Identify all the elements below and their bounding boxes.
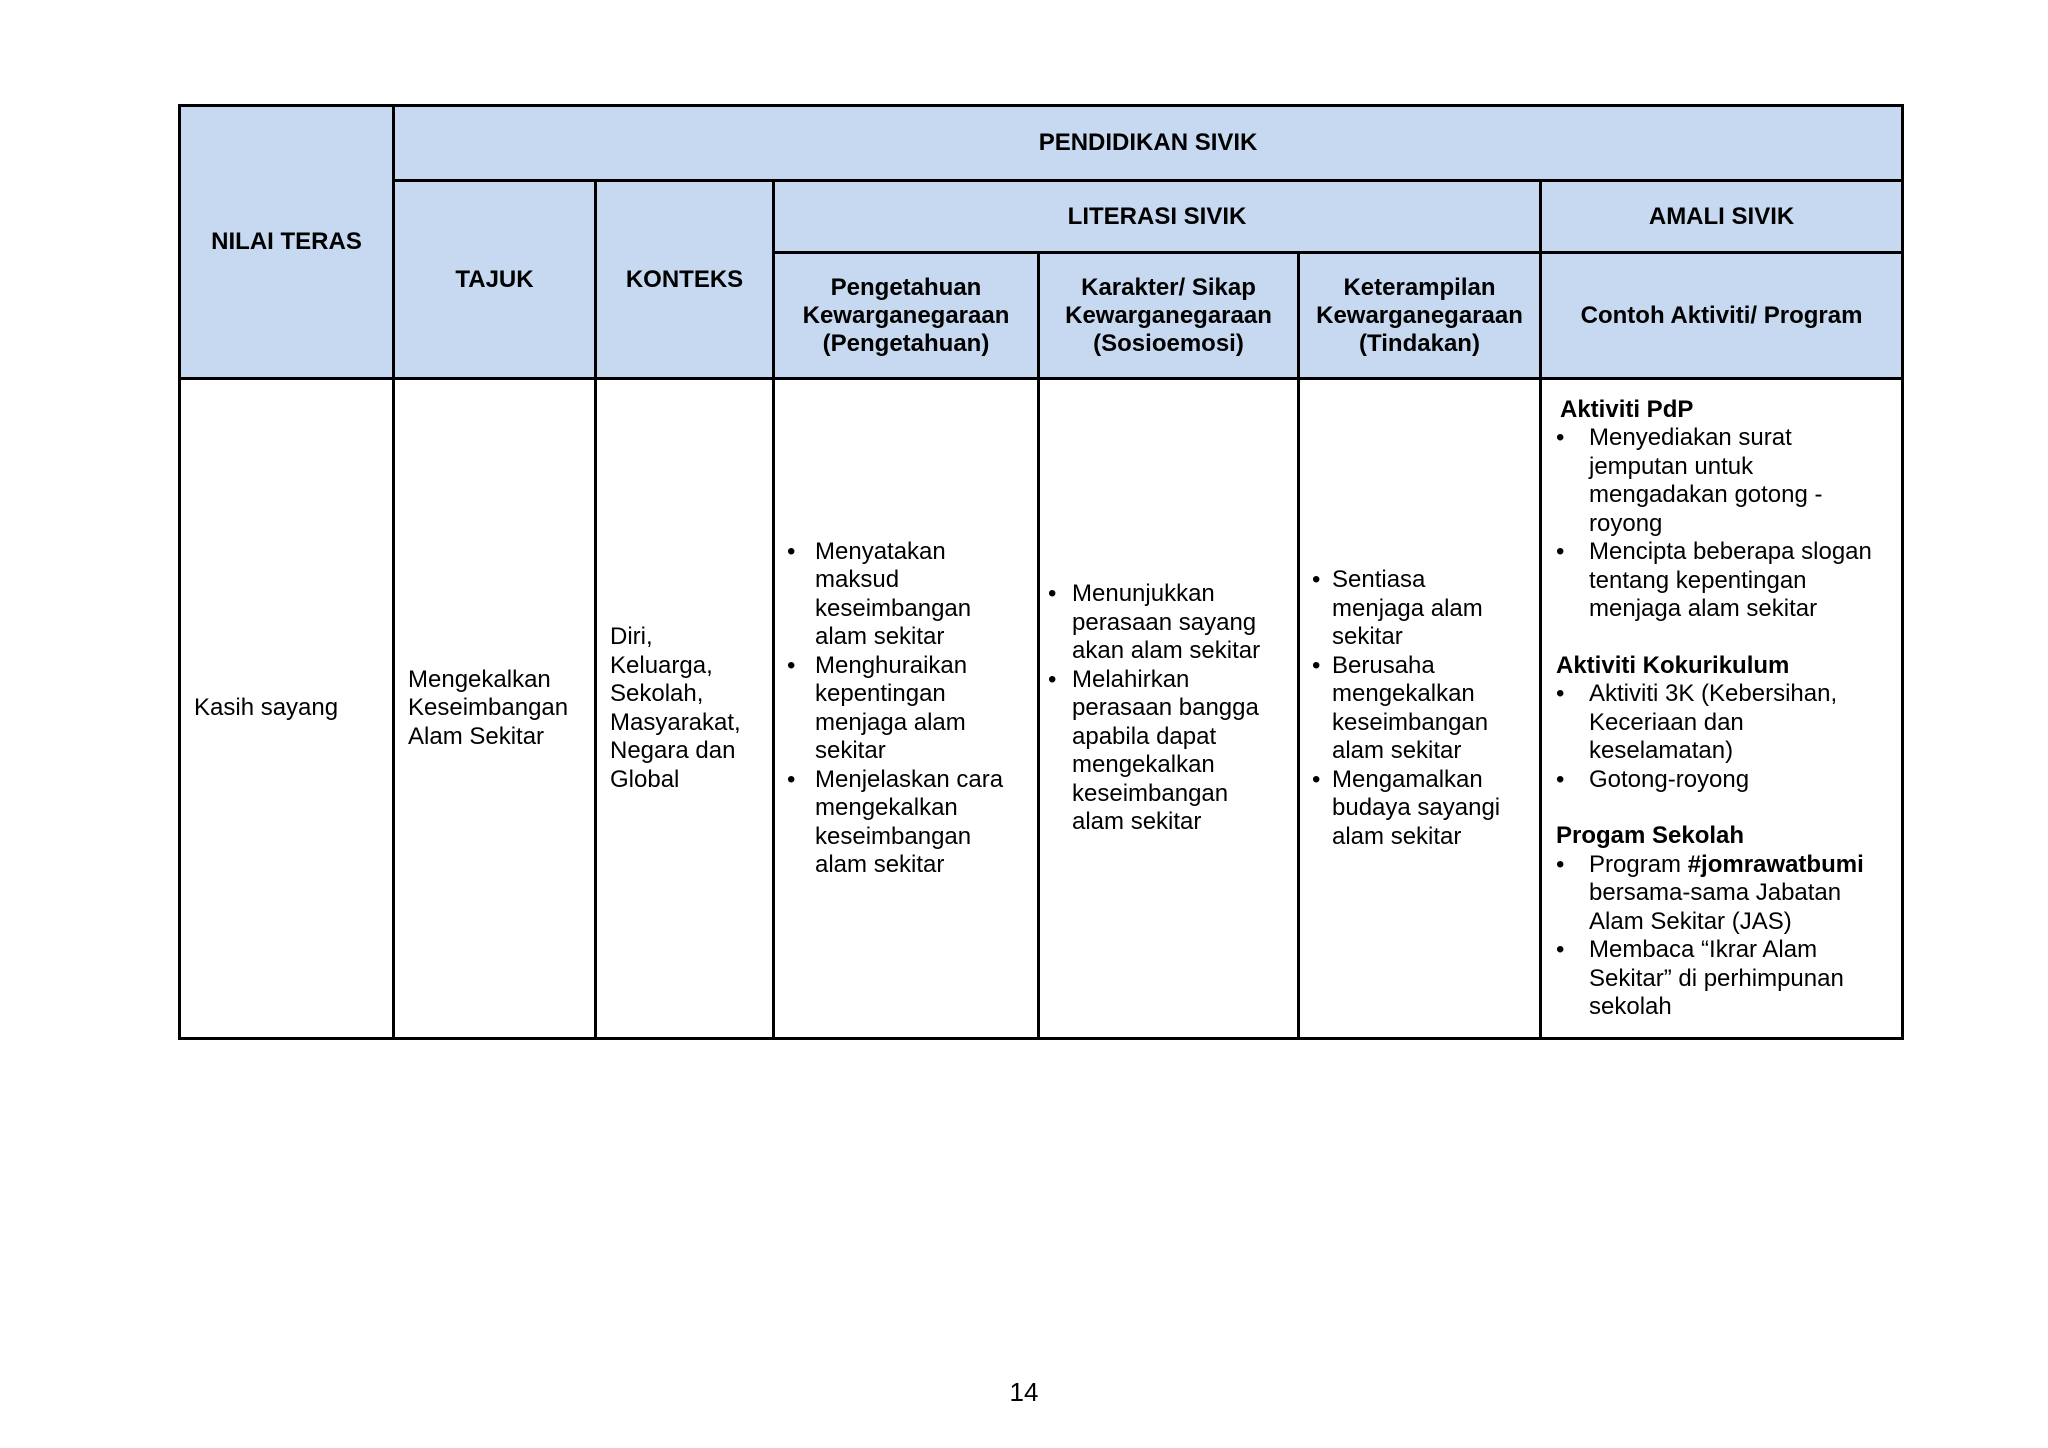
header-nilai-teras: NILAI TERAS <box>180 106 394 379</box>
sekolah-title: Progam Sekolah <box>1556 822 1745 849</box>
list-item-line: keseimbangan <box>815 594 972 622</box>
list-item-line: • Menyatakan <box>815 537 946 565</box>
list-item-line: royong <box>1589 509 1663 537</box>
konteks-line: Keluarga, <box>610 651 713 679</box>
header-karakter-line: Kewarganegaraan <box>1065 301 1272 329</box>
konteks-line: Diri, <box>610 623 653 650</box>
konteks-line: Sekolah, <box>610 680 704 707</box>
header-keterampilan-line: Keterampilan <box>1343 273 1496 301</box>
list-item-line: • Sentiasa <box>1332 566 1426 593</box>
konteks-line: Global <box>610 765 680 793</box>
cell-tajuk <box>394 379 596 1039</box>
list-item-line: mengekalkan <box>1072 751 1215 779</box>
header-keterampilan-line: (Tindakan) <box>1359 329 1480 357</box>
list-item-line: keseimbangan <box>815 822 972 850</box>
list-item-line: menjaga alam <box>1332 594 1483 622</box>
header-keterampilan-line: Kewarganegaraan <box>1316 301 1523 329</box>
keterampilan-list <box>1300 566 1539 851</box>
list-item-line: • Menghuraikan <box>815 651 968 679</box>
list-item <box>1300 652 1539 766</box>
list-item-line: alam sekitar <box>815 623 945 650</box>
list-item-line: alam sekitar <box>1072 808 1202 836</box>
list-item-line: keseimbangan <box>1332 708 1489 736</box>
cell-konteks <box>596 379 774 1039</box>
list-item <box>1040 580 1297 666</box>
list-item-line: • Menyediakan surat <box>1589 424 1792 451</box>
nilai-teras-value: Kasih sayang <box>194 694 339 722</box>
header-karakter-line: (Sosioemosi) <box>1093 329 1244 357</box>
list-item-line: Sekitar” di perhimpunan <box>1589 964 1844 992</box>
list-item <box>775 538 1037 652</box>
header-pendidikan-sivik: PENDIDIKAN SIVIK <box>394 106 1903 181</box>
list-item <box>1542 936 1901 1022</box>
tajuk-line: Keseimbangan <box>408 694 569 722</box>
page-number: 14 <box>1009 1377 1039 1407</box>
kokurikulum-list <box>1542 680 1901 794</box>
hashtag-jomrawatbumi: #jomrawatbumi <box>1687 850 1864 878</box>
konteks-line: Negara dan <box>610 737 736 764</box>
list-item <box>1040 666 1297 837</box>
sekolah-list <box>1542 851 1901 1022</box>
header-amali-sivik: AMALI SIVIK <box>1541 181 1903 253</box>
karakter-list <box>1040 580 1297 837</box>
list-item <box>1542 424 1901 538</box>
header-literasi-sivik: LITERASI SIVIK <box>774 181 1541 253</box>
cell-keterampilan <box>1299 379 1541 1039</box>
list-item-line: • Membaca “Ikrar Alam <box>1589 936 1818 963</box>
list-item-line: perasaan bangga <box>1072 694 1259 722</box>
list-item-line: jemputan untuk <box>1589 452 1754 480</box>
kokurikulum-title: Aktiviti Kokurikulum <box>1556 651 1790 679</box>
civic-curriculum-table <box>178 104 1904 1040</box>
program-prefix: Program <box>1589 850 1688 878</box>
list-item <box>1542 766 1901 795</box>
list-item-line: akan alam sekitar <box>1072 637 1261 665</box>
list-item-line: keseimbangan <box>1072 779 1229 807</box>
konteks-line: Masyarakat, <box>610 708 741 736</box>
header-tajuk: TAJUK <box>394 181 596 379</box>
cell-pengetahuan <box>774 379 1039 1039</box>
list-item-line: Alam Sekitar (JAS) <box>1589 907 1792 935</box>
list-item-line: keselamatan) <box>1589 737 1734 764</box>
list-item-line: menjaga alam sekitar <box>1589 595 1818 622</box>
header-keterampilan <box>1299 253 1541 379</box>
list-item-line: sekitar <box>815 737 886 764</box>
pengetahuan-list <box>775 538 1037 880</box>
list-item <box>775 652 1037 766</box>
cell-karakter <box>1039 379 1299 1039</box>
list-item-line: apabila dapat <box>1072 722 1217 750</box>
list-item-line: perasaan sayang <box>1072 608 1257 636</box>
list-item-line: sekolah <box>1589 993 1672 1020</box>
list-item-line: mengekalkan <box>1332 680 1475 707</box>
list-item-line: • Berusaha <box>1332 651 1435 679</box>
list-item-line: • Gotong-royong <box>1589 765 1750 793</box>
pdp-title: Aktiviti PdP <box>1560 395 1694 423</box>
list-item-line: • Menjelaskan cara <box>815 765 1004 793</box>
list-item-line: • Aktiviti 3K (Kebersihan, <box>1589 680 1838 707</box>
list-item-line: alam sekitar <box>815 851 945 878</box>
header-pengetahuan-line: (Pengetahuan) <box>822 329 990 357</box>
list-item <box>1300 766 1539 852</box>
header-karakter <box>1039 253 1299 379</box>
tajuk-line: Mengekalkan <box>408 665 551 693</box>
list-item-line: tentang kepentingan <box>1589 566 1807 594</box>
list-item-line: Keceriaan dan <box>1589 708 1744 736</box>
list-item-line: bersama-sama Jabatan <box>1589 879 1842 906</box>
header-pengetahuan-line: Pengetahuan <box>830 273 982 301</box>
list-item <box>1542 851 1901 937</box>
pdp-list <box>1542 424 1901 624</box>
list-item <box>1300 566 1539 652</box>
list-item-line: menjaga alam <box>815 708 966 736</box>
list-item-line <box>1589 851 1901 880</box>
list-item <box>775 766 1037 880</box>
list-item-line: alam sekitar <box>1332 822 1462 850</box>
list-item <box>1542 680 1901 766</box>
header-contoh-aktiviti: Contoh Aktiviti/ Program <box>1541 253 1903 379</box>
list-item-line: • Mencipta beberapa slogan <box>1589 538 1872 565</box>
header-pengetahuan <box>774 253 1039 379</box>
list-item-line: sekitar <box>1332 623 1403 650</box>
list-item-line: • Mengamalkan <box>1332 765 1483 793</box>
header-konteks: KONTEKS <box>596 181 774 379</box>
header-pengetahuan-line: Kewarganegaraan <box>802 301 1010 329</box>
list-item-line: mengekalkan <box>815 794 958 821</box>
list-item-line: mengadakan gotong - <box>1589 481 1823 508</box>
tajuk-line: Alam Sekitar <box>408 722 545 750</box>
cell-amali-sivik <box>1541 379 1903 1039</box>
list-item-line: • Melahirkan <box>1072 665 1190 693</box>
list-item-line: kepentingan <box>815 680 946 707</box>
list-item-line: budaya sayangi <box>1332 794 1501 821</box>
cell-nilai-teras <box>180 379 394 1039</box>
list-item-line: maksud <box>815 566 900 593</box>
header-karakter-line: Karakter/ Sikap <box>1081 273 1256 301</box>
list-item-line: alam sekitar <box>1332 737 1462 764</box>
list-item-line: • Menunjukkan <box>1072 580 1215 608</box>
list-item <box>1542 538 1901 624</box>
